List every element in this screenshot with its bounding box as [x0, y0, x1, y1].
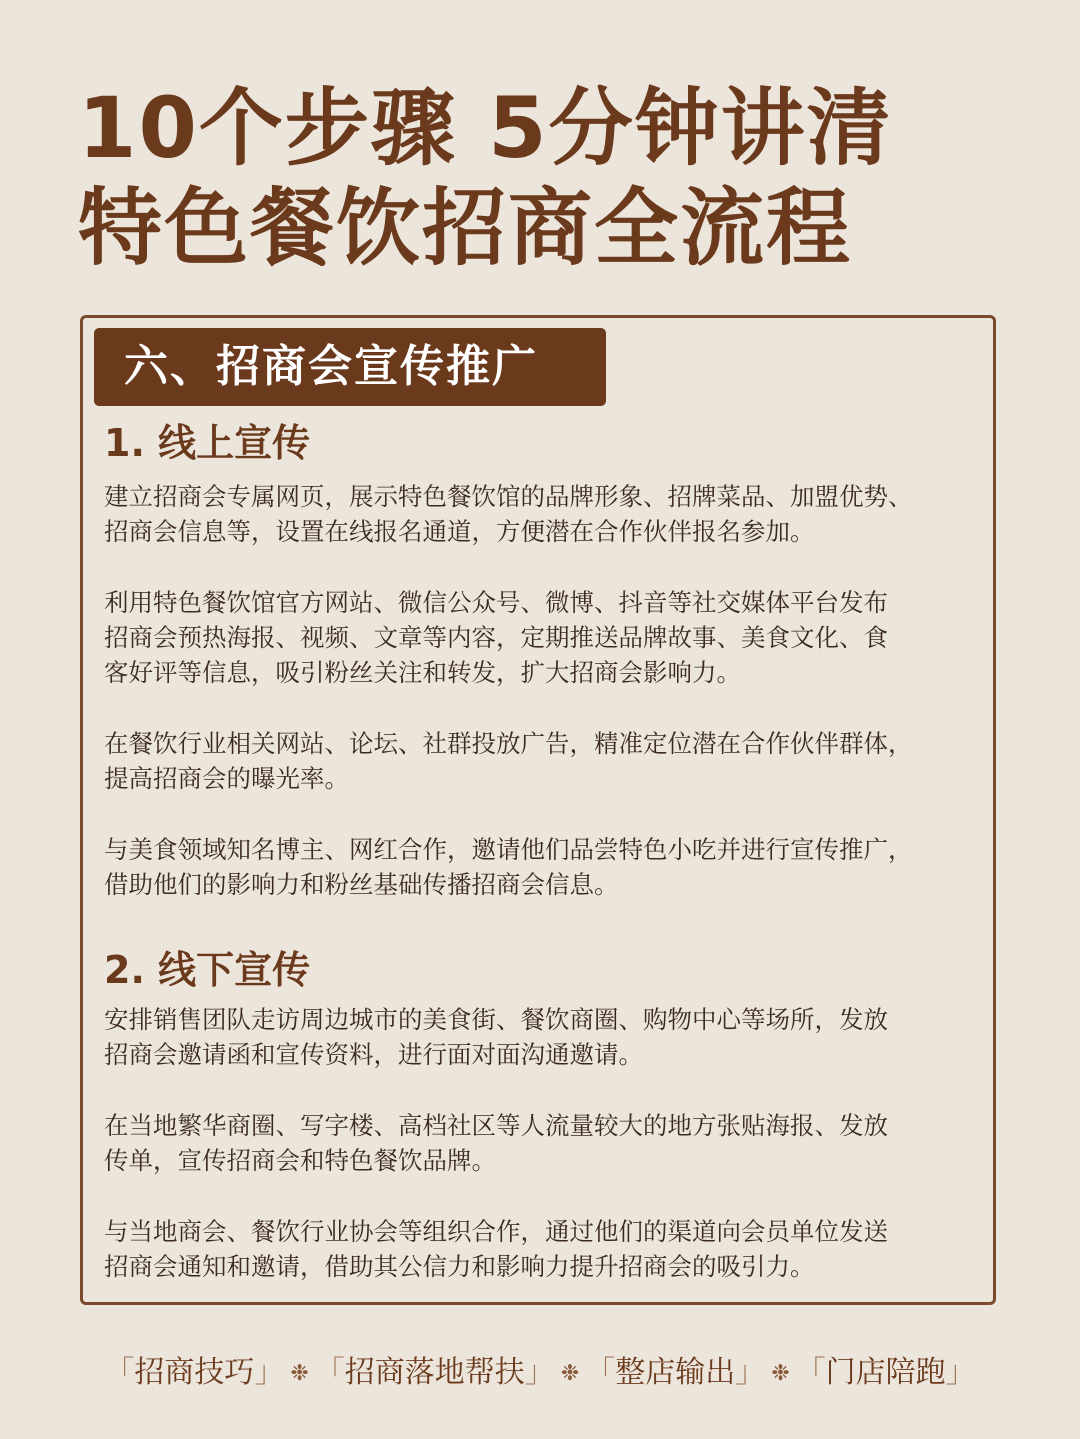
tag-label: 整店输出 [615, 1355, 736, 1390]
offline-paragraph-1 [104, 1002, 984, 1072]
separator-icon: ❉ [771, 1361, 790, 1386]
paragraph-line: 在当地繁华商圈、写字楼、高档社区等人流量较大的地方张贴海报、发放 [104, 1111, 888, 1140]
paragraph-line: 建立招商会专属网页，展示特色餐饮馆的品牌形象、招牌菜品、加盟优势、 [104, 482, 913, 511]
online-paragraph-4 [104, 832, 984, 902]
tag-label: 招商技巧 [134, 1355, 255, 1390]
paragraph-line: 提高招商会的曝光率。 [104, 764, 349, 793]
separator-icon: ❉ [290, 1361, 309, 1386]
online-paragraph-3 [104, 726, 984, 796]
paragraph-line: 招商会预热海报、视频、文章等内容，定期推送品牌故事、美食文化、食 [104, 623, 888, 652]
paragraph-line: 招商会通知和邀请，借助其公信力和影响力提升招商会的吸引力。 [104, 1252, 815, 1281]
separator-icon: ❉ [560, 1361, 580, 1386]
tag-label: 门店陪跑 [825, 1355, 946, 1390]
bracket-close: 」 [254, 1355, 285, 1390]
tag-item [585, 1345, 765, 1401]
footer-tags [0, 1345, 1080, 1402]
bracket-close: 」 [735, 1355, 766, 1390]
tag-label: 招商落地帮扶 [344, 1355, 525, 1390]
title-line-2: 特色餐饮招商全流程 [78, 179, 853, 277]
paragraph-line: 与美食领域知名博主、网红合作，邀请他们品尝特色小吃并进行宣传推广， [104, 835, 913, 864]
paragraph-line: 招商会信息等，设置在线报名通道，方便潜在合作伙伴报名参加。 [104, 517, 815, 546]
bracket-open: 「 [104, 1355, 135, 1390]
tag-item [315, 1345, 555, 1401]
offline-heading: 2. 线下宣传 [104, 948, 311, 992]
bracket-open: 「 [795, 1355, 826, 1390]
paragraph-line: 与当地商会、餐饮行业协会等组织合作，通过他们的渠道向会员单位发送 [104, 1217, 888, 1246]
title-line-1: 10个步骤 5分钟讲清 [78, 79, 893, 177]
bracket-open: 「 [314, 1355, 345, 1390]
paragraph-line: 在餐饮行业相关网站、论坛、社群投放广告，精准定位潜在合作伙伴群体， [104, 729, 913, 758]
page-title [78, 78, 1018, 278]
offline-paragraph-2 [104, 1108, 984, 1178]
offline-paragraph-3 [104, 1214, 984, 1284]
online-paragraph-2 [104, 585, 984, 690]
bracket-close: 」 [945, 1355, 976, 1390]
paragraph-line: 借助他们的影响力和粉丝基础传播招商会信息。 [104, 870, 619, 899]
tag-item [104, 1345, 284, 1401]
bracket-close: 」 [524, 1355, 555, 1390]
paragraph-line: 招商会邀请函和宣传资料，进行面对面沟通邀请。 [104, 1040, 643, 1069]
tag-item [796, 1345, 976, 1401]
paragraph-line: 安排销售团队走访周边城市的美食街、餐饮商圈、购物中心等场所，发放 [104, 1005, 888, 1034]
online-heading: 1. 线上宣传 [104, 421, 311, 465]
paragraph-line: 客好评等信息，吸引粉丝关注和转发，扩大招商会影响力。 [104, 658, 741, 687]
section-badge: 六、招商会宣传推广 [94, 328, 606, 406]
paragraph-line: 传单，宣传招商会和特色餐饮品牌。 [104, 1146, 496, 1175]
paragraph-line: 利用特色餐饮馆官方网站、微信公众号、微博、抖音等社交媒体平台发布 [104, 588, 888, 617]
online-paragraph-1 [104, 479, 984, 549]
bracket-open: 「 [585, 1355, 616, 1390]
